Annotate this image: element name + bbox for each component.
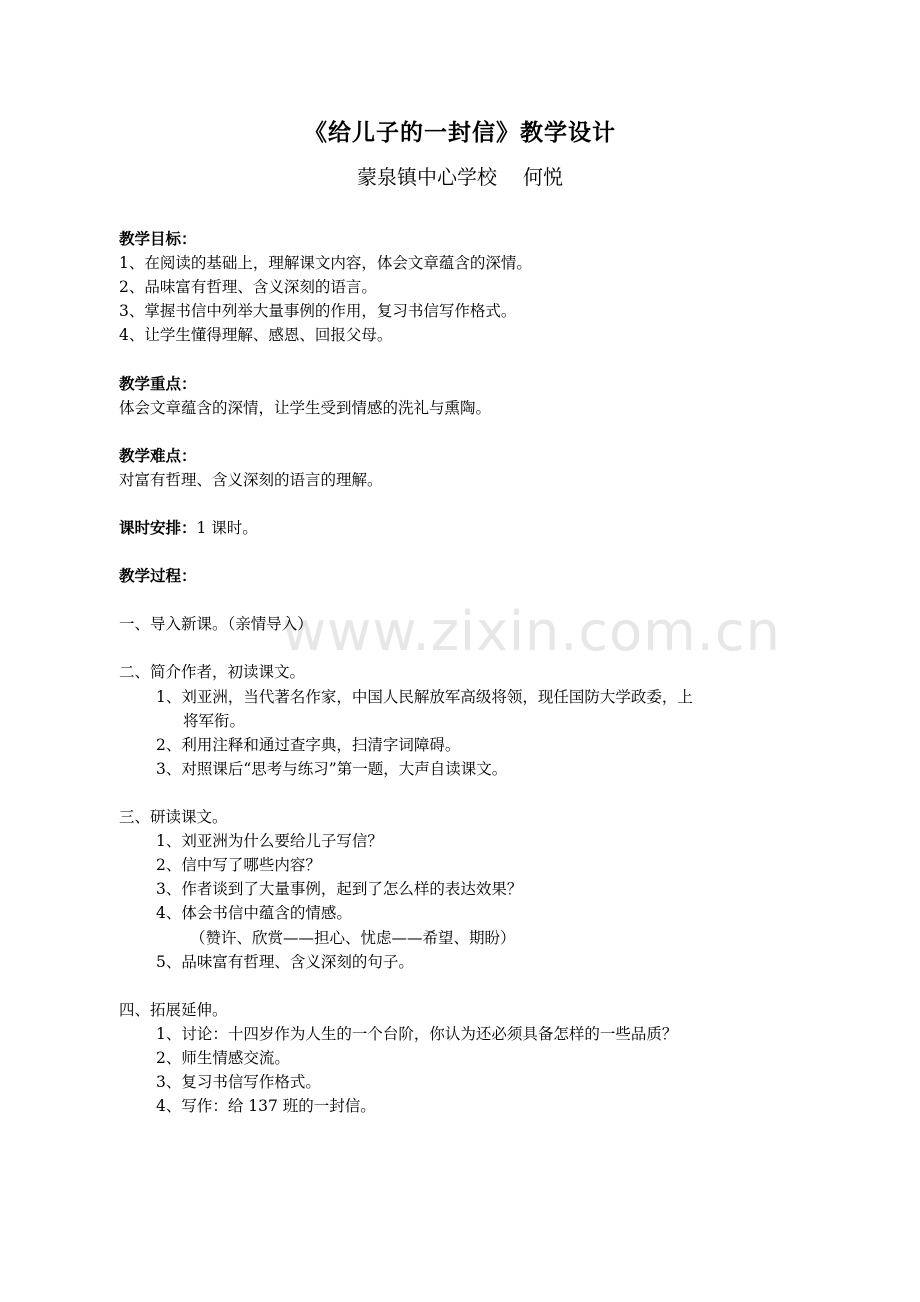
goal-item: 3、掌握书信中列举大量事例的作用，复习书信写作格式。 (119, 302, 517, 320)
section-1-heading: 一、导入新课。（亲情导入） (119, 615, 313, 633)
section-4-item: 2、师生情感交流。 (156, 1049, 290, 1067)
goals-heading: 教学目标： (119, 229, 197, 248)
focus-heading: 教学重点： (119, 374, 197, 393)
author-name: 何悦 (523, 165, 563, 189)
process-heading: 教学过程： (119, 566, 197, 585)
author-school: 蒙泉镇中心学校 (357, 165, 497, 189)
section-2-item: 2、利用注释和通过查字典，扫清字词障碍。 (156, 736, 461, 754)
section-3-item: 5、品味富有哲理、含义深刻的句子。 (156, 953, 414, 971)
section-4-item: 1、讨论：十四岁作为人生的一个台阶，你认为还必须具备怎样的一些品质？ (156, 1025, 678, 1043)
difficulty-heading: 教学难点： (119, 446, 197, 465)
section-2-item: 1、刘亚洲，当代著名作家，中国人民解放军高级将领，现任国防大学政委，上 (156, 688, 693, 706)
section-4-item: 3、复习书信写作格式。 (156, 1073, 321, 1091)
section-3-heading: 三、研读课文。 (119, 808, 228, 826)
schedule-text: 1 课时。 (196, 519, 258, 537)
section-4-heading: 四、拓展延伸。 (119, 1001, 228, 1019)
watermark: www.zixin.com.cn (282, 600, 781, 663)
schedule-heading: 课时安排： (119, 518, 197, 537)
section-3-item: 1、刘亚洲为什么要给儿子写信？ (156, 832, 383, 850)
author-line (0, 161, 920, 190)
section-3-item: 4、体会书信中蕴含的情感。 (156, 904, 352, 922)
goal-item: 2、品味富有哲理、含义深刻的语言。 (119, 278, 377, 296)
section-2-item-continuation: 将军衔。 (183, 712, 246, 730)
document-title: 《给儿子的一封信》教学设计 (304, 119, 616, 146)
section-3-item-note: （赞许、欣赏——担心、忧虑——希望、期盼） (190, 929, 516, 947)
section-3-item: 3、作者谈到了大量事例，起到了怎么样的表达效果？ (156, 880, 523, 898)
schedule-line (119, 518, 258, 538)
section-3-item: 2、信中写了哪些内容？ (156, 856, 321, 874)
goal-item: 1、在阅读的基础上，理解课文内容，体会文章蕴含的深情。 (119, 254, 532, 272)
goal-item: 4、让学生懂得理解、感恩、回报父母。 (119, 326, 393, 344)
section-4-item: 4、写作：给 137 班的一封信。 (156, 1097, 376, 1115)
section-2-heading: 二、简介作者，初读课文。 (119, 663, 306, 681)
section-2-item: 3、对照课后“思考与练习”第一题，大声自读课文。 (156, 760, 508, 778)
difficulty-text: 对富有哲理、含义深刻的语言的理解。 (119, 471, 383, 489)
focus-text: 体会文章蕴含的深情，让学生受到情感的洗礼与熏陶。 (119, 399, 492, 417)
